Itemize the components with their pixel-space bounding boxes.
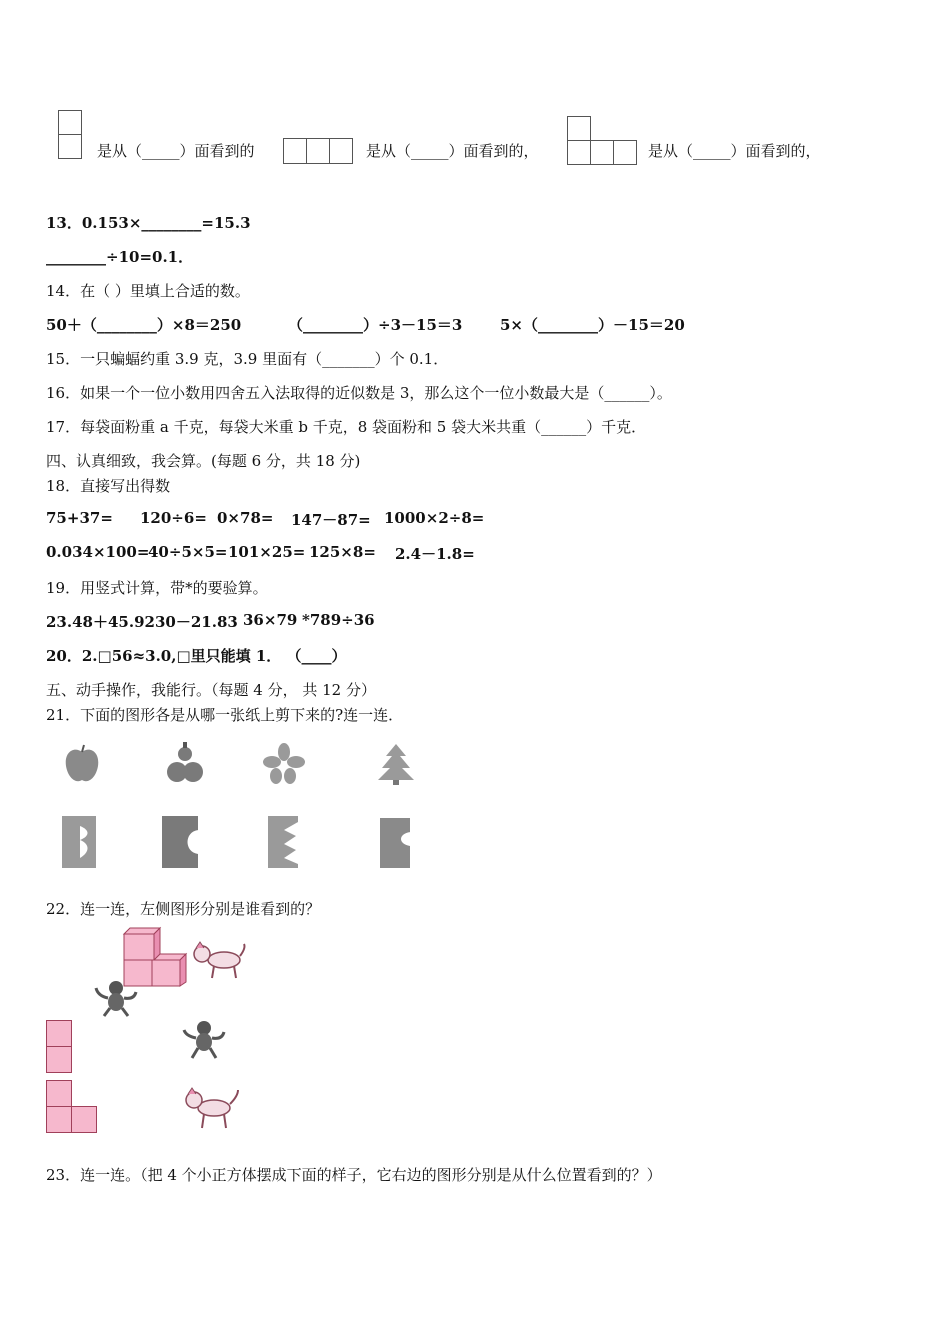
view-figure-2 (283, 138, 355, 165)
q18-r2-c3: 101×25= (228, 543, 306, 561)
q14-item-2: （________）÷3－15＝3 (288, 316, 463, 334)
section-5-heading: 五、动手操作，我能行。（每题 4 分， 共 12 分） (46, 681, 376, 699)
q18-r1-c5: 1000×2÷8= (384, 509, 485, 527)
dog-icon (190, 940, 248, 980)
pink-view-1 (46, 1020, 72, 1074)
dog-icon (182, 1086, 240, 1130)
view-label-1: 是从（_____）面看到的 (97, 142, 255, 160)
pink-view-2 (46, 1080, 98, 1134)
q18-r1-c2: 120÷6= (140, 509, 207, 527)
q18-r1-c3: 0×78= (217, 509, 274, 527)
monkey-icon (182, 1018, 228, 1062)
monkey-icon (94, 978, 140, 1018)
flower-icon (262, 742, 306, 786)
q14-item-3: 5×（________）－15＝20 (500, 316, 685, 334)
q19-title: 19．用竖式计算，带*的要验算。 (46, 579, 268, 597)
q13-line1: 13．0.153×________=15.3 (46, 214, 251, 232)
q19-item-1: 23.48＋45.92 (46, 613, 155, 631)
section-4-heading: 四、认真细致，我会算。(每题 6 分，共 18 分) (46, 452, 361, 470)
q18-r1-c1: 75+37= (46, 509, 113, 527)
q23-text: 23．连一连。（把 4 个小正方体摆成下面的样子，它右边的图形分别是从什么位置看到的？） (46, 1166, 662, 1184)
paper-cut-3 (268, 816, 302, 868)
q20-text: 20．2.□56≈3.0,□里只能填 1． （____） (46, 647, 347, 665)
paper-cut-1 (62, 816, 98, 868)
q14-item-1: 50＋（________）×8＝250 (46, 316, 242, 334)
view-label-2: 是从（_____）面看到的， (366, 142, 539, 160)
q16-text: 16．如果一个一位小数用四舍五入法取得的近似数是 3，那么这个一位小数最大是（______）。 (46, 384, 672, 402)
apple-icon (60, 742, 104, 786)
q18-r2-c5: 2.4－1.8= (395, 545, 475, 563)
q13-line2: ________÷10=0.1． (46, 248, 194, 266)
q18-title: 18．直接写出得数 (46, 477, 171, 495)
q21-title: 21．下面的图形各是从哪一张纸上剪下来的?连一连． (46, 706, 404, 724)
q22-title: 22．连一连，左侧图形分别是谁看到的？ (46, 900, 321, 918)
paper-cut-2 (162, 816, 200, 868)
q18-r2-c4: 125×8= (309, 543, 376, 561)
q15-text: 15．一只蝙蝠约重 3.9 克，3.9 里面有（_______）个 0.1． (46, 350, 449, 368)
q19-item-2: 30－21.83 (155, 613, 238, 631)
view-figure-1 (58, 110, 84, 162)
q18-r2-c1: 0.034×100= (46, 543, 150, 561)
q18-r1-c4: 147－87= (291, 511, 371, 529)
q17-text: 17．每袋面粉重 a 千克，每袋大米重 b 千克，8 袋面粉和 5 袋大米共重（______）千克． (46, 418, 647, 436)
view-label-3: 是从（_____）面看到的， (648, 142, 821, 160)
tree-icon (376, 742, 416, 786)
paper-cut-4 (380, 818, 412, 868)
view-figure-3 (567, 116, 639, 166)
q14-title: 14．在（ ）里填上合适的数。 (46, 282, 250, 300)
gourd-icon (165, 740, 205, 788)
q19-item-4: *789÷36 (302, 611, 375, 629)
q18-r2-c2: 40÷5×5= (148, 543, 228, 561)
q19-item-3: 36×79 (243, 611, 298, 629)
